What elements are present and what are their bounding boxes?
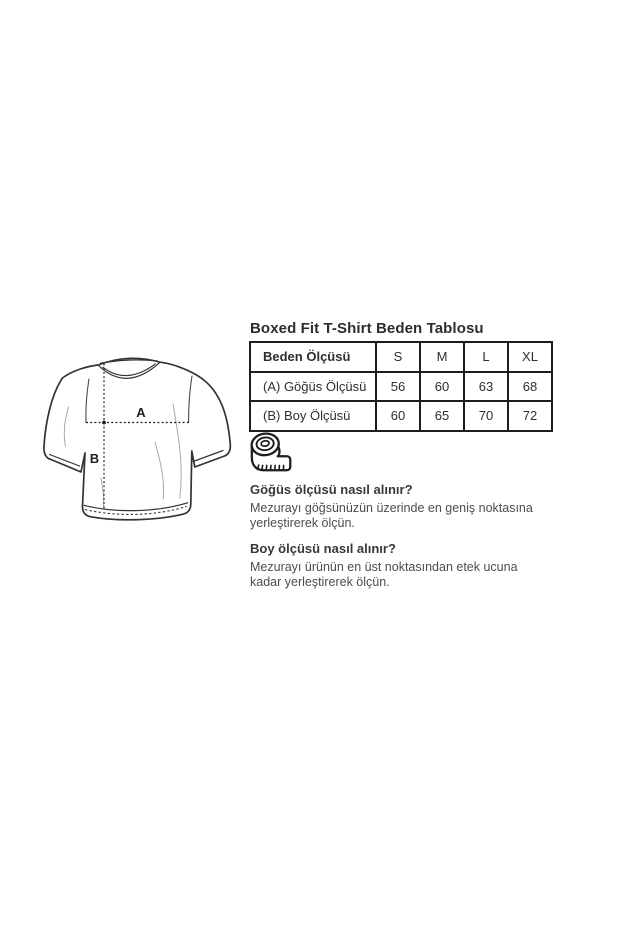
- size-table-header-cell: Beden Ölçüsü: [250, 342, 376, 372]
- measure-intersection-dot: [102, 421, 106, 425]
- size-value-cell: 56: [376, 372, 420, 402]
- size-table-header-row: [250, 342, 552, 372]
- length-measure-instruction: [250, 541, 550, 590]
- tshirt-diagram: [38, 350, 240, 542]
- chest-instruction-heading: Göğüs ölçüsü nasıl alınır?: [250, 482, 413, 497]
- tshirt-outline: [44, 358, 230, 519]
- length-instruction-text: Mezurayı ürünün en üst noktasından etek ucuna: [250, 559, 518, 574]
- chest-instruction-text: Mezurayı göğsünüzün üzerinde en geniş noktasına: [250, 500, 533, 515]
- chest-measure-instruction: [250, 482, 550, 531]
- length-instruction-heading: Boy ölçüsü nasıl alınır?: [250, 541, 396, 556]
- row-label-cell: (A) Göğüs Ölçüsü: [250, 372, 376, 402]
- page-title: Boxed Fit T-Shirt Beden Tablosu: [250, 320, 484, 337]
- size-value-cell: 60: [376, 401, 420, 431]
- chest-instruction-text: yerleştirerek ölçün.: [250, 515, 355, 530]
- size-value-cell: 65: [420, 401, 464, 431]
- row-label-cell: (B) Boy Ölçüsü: [250, 401, 376, 431]
- length-instruction-text: kadar yerleştirerek ölçün.: [250, 574, 390, 589]
- measuring-tape-icon: [247, 431, 293, 478]
- size-value-cell: 70: [464, 401, 508, 431]
- size-value-cell: 60: [420, 372, 464, 402]
- size-table-header-cell: M: [420, 342, 464, 372]
- size-value-cell: 72: [508, 401, 552, 431]
- label-b: B: [89, 451, 100, 466]
- size-table: [249, 341, 553, 432]
- size-value-cell: 63: [464, 372, 508, 402]
- size-table-header-cell: S: [376, 342, 420, 372]
- size-table-header-cell: XL: [508, 342, 552, 372]
- size-table-header-cell: L: [464, 342, 508, 372]
- measuring-tape-icon-svg: [247, 431, 293, 475]
- tshirt-drawing: [38, 350, 240, 542]
- chest-size-row: [250, 372, 552, 402]
- size-value-cell: 68: [508, 372, 552, 402]
- label-a: A: [136, 405, 146, 420]
- length-size-row: [250, 401, 552, 431]
